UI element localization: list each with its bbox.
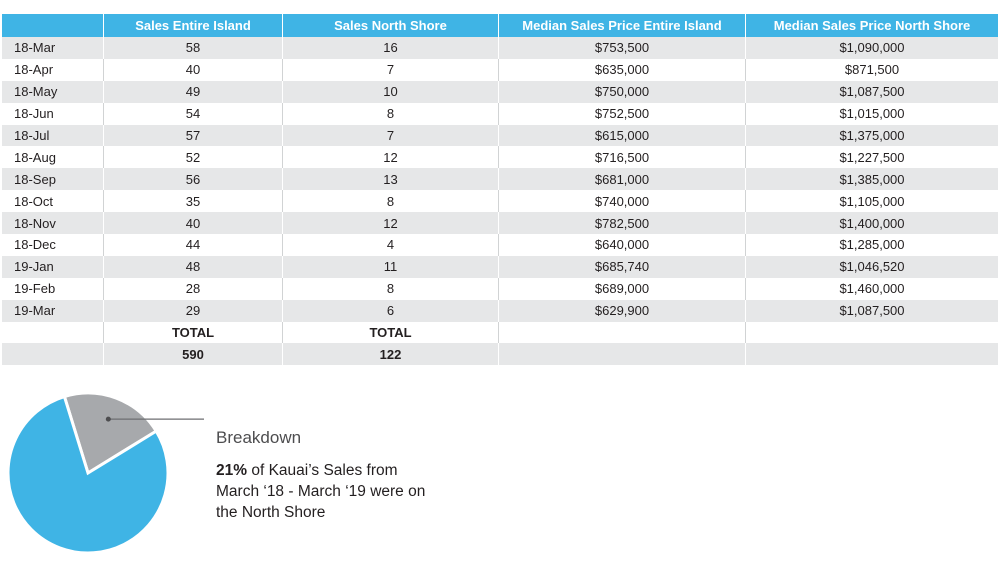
table-row: [2, 234, 998, 256]
table-cell: $871,500: [844, 62, 900, 78]
sales-table: [2, 14, 998, 365]
table-cell: $1,400,000: [839, 215, 905, 231]
table-cell: 18-Dec: [2, 234, 104, 256]
total-label: TOTAL: [283, 322, 499, 344]
table-cell: $750,000: [499, 81, 746, 103]
table-cell: 12: [283, 146, 499, 168]
table-cell: 18-Nov: [2, 212, 104, 234]
table-cell: [2, 322, 104, 344]
table-cell: 18-Mar: [2, 37, 104, 59]
table-cell: $689,000: [499, 278, 746, 300]
table-cell: $640,000: [499, 234, 746, 256]
table-cell: 29: [104, 300, 283, 322]
table-cell: [499, 322, 746, 344]
table-row: [2, 300, 998, 322]
header-cell: [2, 14, 104, 37]
table-cell: 19-Mar: [2, 300, 104, 322]
table-cell: 8: [283, 278, 499, 300]
table-row: [2, 125, 998, 147]
table-cell: 40: [104, 212, 283, 234]
table-cell: 18-Apr: [2, 59, 104, 81]
table-cell: 54: [104, 103, 283, 125]
table-cell: $782,500: [499, 212, 746, 234]
header-cell: Median Sales Price Entire Island: [499, 14, 746, 37]
table-cell: $1,105,000: [839, 193, 905, 209]
table-cell: $1,385,000: [839, 171, 905, 187]
table-cell: 7: [283, 59, 499, 81]
table-cell: 4: [283, 234, 499, 256]
table-cell: 8: [283, 103, 499, 125]
table-cell: $1,090,000: [839, 40, 905, 56]
table-cell: 49: [104, 81, 283, 103]
table-cell: [499, 343, 746, 365]
table-cell: 10: [283, 81, 499, 103]
header-cell: Sales Entire Island: [104, 14, 283, 37]
table-cell: 18-Aug: [2, 146, 104, 168]
table-row: [2, 81, 998, 103]
total-label-row: [2, 322, 998, 344]
total-label: TOTAL: [104, 322, 283, 344]
table-cell: $740,000: [499, 190, 746, 212]
table-row: [2, 59, 998, 81]
legend-description: [216, 460, 436, 523]
table-cell: $1,375,000: [839, 128, 905, 143]
legend-text: of Kauai’s Sales from March ‘18 - March ‘19 were on the North Shore: [216, 462, 426, 521]
header-cell: Sales North Shore: [283, 14, 499, 37]
total-value-row: [2, 343, 998, 365]
header-cell: Median Sales Price North Shore: [773, 18, 971, 33]
table-cell: 52: [104, 146, 283, 168]
table-cell: [746, 343, 998, 365]
table-header-row: [2, 14, 998, 37]
sales-pie-chart: [6, 388, 206, 558]
table-cell: $615,000: [499, 125, 746, 147]
table-cell: 35: [104, 190, 283, 212]
table-row: [2, 146, 998, 168]
table-cell: 8: [283, 190, 499, 212]
table-row: [2, 37, 998, 59]
table-cell: 18-May: [2, 81, 104, 103]
table-cell: 28: [104, 278, 283, 300]
table-cell: $1,227,500: [839, 149, 905, 165]
table-cell: 13: [283, 168, 499, 190]
table-cell: 12: [283, 212, 499, 234]
legend-percent: 21%: [216, 462, 248, 479]
table-cell: $1,285,000: [839, 237, 905, 253]
legend-leader-dot: [106, 417, 111, 422]
table-cell: 16: [283, 37, 499, 59]
table-cell: $635,000: [499, 59, 746, 81]
table-cell: [2, 343, 104, 365]
table-row: [2, 168, 998, 190]
table-cell: $1,015,000: [839, 106, 905, 122]
total-entire-island: 590: [104, 343, 283, 365]
table-cell: 18-Sep: [2, 168, 104, 190]
table-cell: 48: [104, 256, 283, 278]
table-cell: $685,740: [499, 256, 746, 278]
table-row: [2, 256, 998, 278]
table-row: [2, 190, 998, 212]
table-cell: 18-Jun: [2, 103, 104, 125]
table-cell: 57: [104, 125, 283, 147]
table-cell: $1,087,500: [839, 303, 905, 319]
table-cell: 18-Jul: [2, 125, 104, 147]
table-row: [2, 278, 998, 300]
table-body: [2, 37, 998, 322]
table-cell: $752,500: [499, 103, 746, 125]
table-row: [2, 103, 998, 125]
table-cell: [746, 322, 998, 344]
table-cell: 19-Feb: [2, 278, 104, 300]
table-cell: 11: [283, 256, 499, 278]
table-cell: $1,087,500: [839, 84, 905, 100]
table-cell: 19-Jan: [2, 256, 104, 278]
table-cell: 18-Oct: [2, 190, 104, 212]
table-cell: 40: [104, 59, 283, 81]
total-north-shore: 122: [283, 343, 499, 365]
table-cell: $753,500: [499, 37, 746, 59]
table-cell: $629,900: [499, 300, 746, 322]
table-cell: 6: [283, 300, 499, 322]
table-cell: $681,000: [499, 168, 746, 190]
table-cell: 44: [104, 234, 283, 256]
table-row: [2, 212, 998, 234]
table-cell: $716,500: [499, 146, 746, 168]
table-cell: $1,460,000: [839, 281, 905, 297]
table-cell: 58: [104, 37, 283, 59]
table-cell: $1,046,520: [839, 259, 905, 275]
table-cell: 7: [283, 125, 499, 147]
table-cell: 56: [104, 168, 283, 190]
legend-title: Breakdown: [216, 428, 302, 447]
